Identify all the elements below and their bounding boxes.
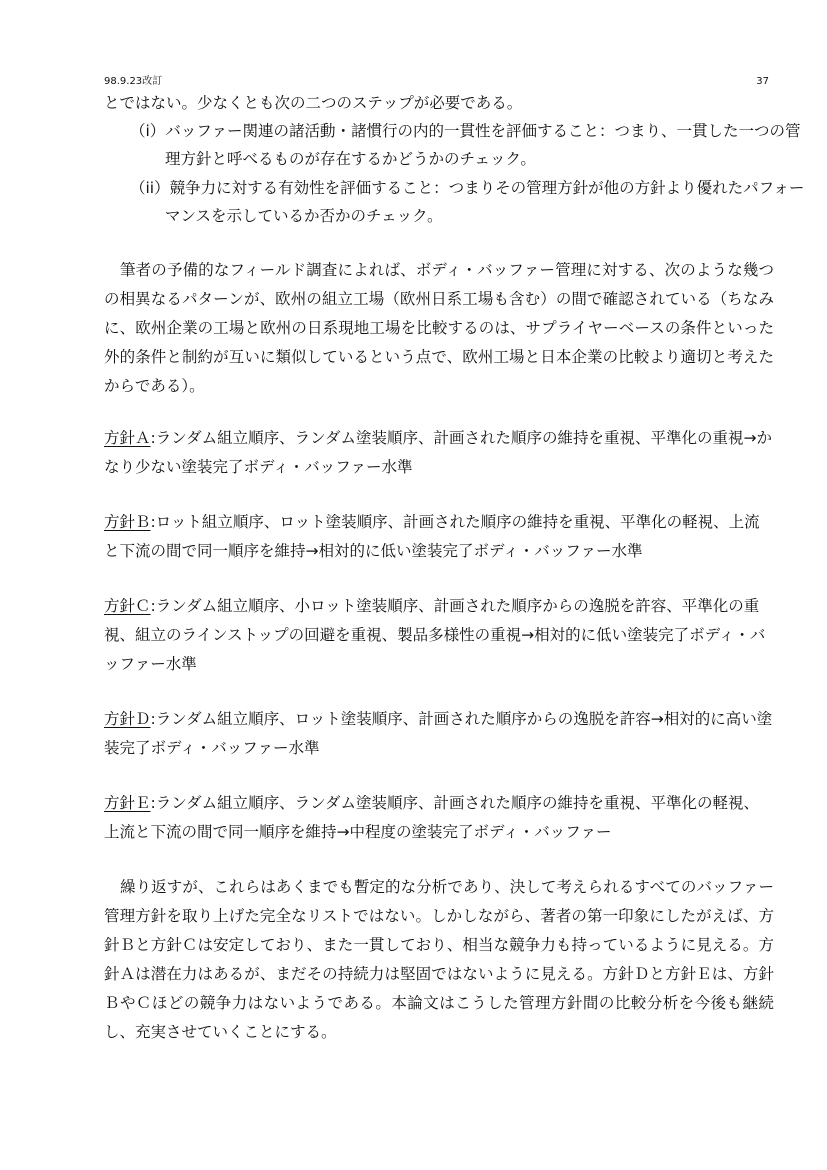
policy-text: :ランダム組立順序、ランダム塗装順序、計画された順序の維持を重視、平準化の軽視、上流と下流の間で同一順序を維持→中程度の塗装完了ボディ・バッファー xyxy=(104,794,760,841)
conclusion-paragraph: 繰り返すが、これらはあくまでも暫定的な分析であり、決して考えられるすべてのバッファー管理方針を取り上げた完全なリストではない。しかしながら、著者の第一印象にしたがえば、方針Ｂと方針Ｃは安定しており、また一貫しており、相当な競争力も持っているように見える。方針Ａは潜在力はあるが、まだその持続力は堅固ではないように見える。方針Ｄと方針Ｅは、方針ＢやＣほどの競争力はないようである。本論文はこうした管理方針間の比較分析を今後も継続し、充実させていくことにする。 xyxy=(104,878,774,1041)
policy-label: 方針Ｃ xyxy=(104,597,151,615)
policy-d xyxy=(104,705,774,763)
check-text: 競争力に対する有効性を評価すること：つまりその管理方針が他の方針より優れたパフォーマンスを示しているか否かのチェック。 xyxy=(165,179,805,225)
policy-text: :ランダム組立順序、ランダム塗装順序、計画された順序の維持を重視、平準化の重視→かなり少ない塗装完了ボディ・バッファー水準 xyxy=(104,429,772,476)
check-item-1 xyxy=(130,117,805,173)
policy-text: :ロット組立順序、ロット塗装順序、計画された順序の維持を重視、平準化の軽視、上流と下流の間で同一順序を維持→相対的に低い塗装完了ボディ・バッファー水準 xyxy=(104,513,760,560)
revision-date: 98.9.23改訂 xyxy=(104,76,163,87)
policy-label: 方針Ｄ xyxy=(104,710,151,728)
policy-label: 方針Ｅ xyxy=(104,794,151,812)
policy-label: 方針Ａ xyxy=(104,429,151,447)
check-marker: （ii） xyxy=(130,179,170,197)
check-marker: （i） xyxy=(130,122,166,140)
policy-c xyxy=(104,592,774,679)
check-text: バッファー関連の諸活動・諸慣行の内的一貫性を評価すること：つまり、一貫した一つの管理方針と呼べるものが存在するかどうかのチェック。 xyxy=(165,122,801,168)
intro-line: とではない。少なくとも次の二つのステップが必要である。 xyxy=(104,94,523,112)
policy-text: :ランダム組立順序、小ロット塗装順序、計画された順序からの逸脱を許容、平準化の重視、組立のラインストップの回避を重視、製品多様性の重視→相対的に低い塗装完了ボディ・バッファー水準 xyxy=(104,597,766,673)
policy-b xyxy=(104,508,774,566)
page-number: 37 xyxy=(756,76,769,87)
check-item-2 xyxy=(130,174,805,230)
policy-e xyxy=(104,789,774,847)
policy-a xyxy=(104,424,774,482)
research-paragraph: 筆者の予備的なフィールド調査によれば、ボディ・バッファー管理に対する、次のような幾つの相異なるパターンが、欧州の組立工場（欧州日系工場も含む）の間で確認されている（ちなみに、欧州企業の工場と欧州の日系現地工場を比較するのは、サプライヤーベースの条件といった外的条件と制約が互いに類似しているという点で、欧州工場と日本企業の比較より適切と考えたからである）。 xyxy=(104,261,774,395)
policy-label: 方針Ｂ xyxy=(104,513,151,531)
policy-text: :ランダム組立順序、ロット塗装順序、計画された順序からの逸脱を許容→相対的に高い塗装完了ボディ・バッファー水準 xyxy=(104,710,773,757)
